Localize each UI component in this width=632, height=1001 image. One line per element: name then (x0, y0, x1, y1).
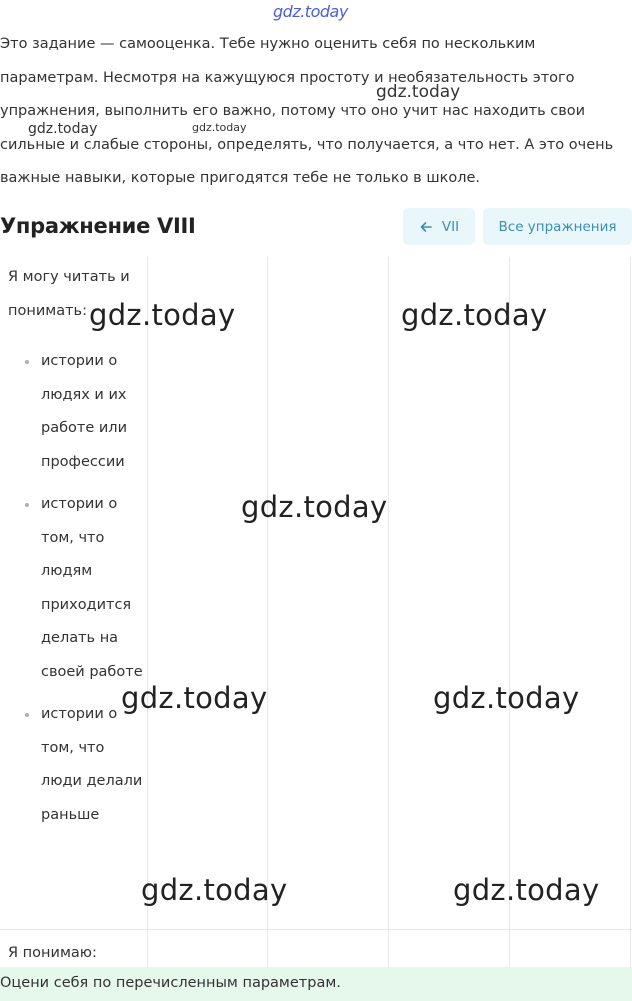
list-item (0, 488, 146, 689)
intro-line: Это задание — самооценка. Тебе нужно оценить себя по нескольким (0, 36, 536, 52)
table-divider (147, 257, 148, 967)
skills-list (0, 345, 146, 841)
prev-exercise-label: VII (441, 218, 460, 235)
prev-exercise-button[interactable] (403, 208, 475, 245)
table-divider (509, 257, 510, 967)
watermark: gdz.today (192, 121, 247, 134)
table-divider (630, 257, 631, 967)
list-item-text: истории о людях и их работе или профессии (41, 353, 127, 470)
watermark: gdz.today (121, 681, 268, 715)
instruction-text: Оцени себя по перечисленным параметрам. (0, 975, 341, 991)
table-row-heading: Я могу читать и понимать: (8, 269, 130, 319)
watermark: gdz.today (141, 873, 288, 907)
intro-text (0, 28, 632, 196)
bullet-icon (25, 713, 29, 717)
table-row-heading: Я понимаю: (8, 945, 97, 961)
arrow-left-icon (419, 220, 433, 234)
list-item-text: истории о том, что люди делали раньше (41, 706, 143, 823)
intro-line: упражнения, выполнить его важно, потому что оно учит нас находить свои (0, 103, 586, 119)
intro-line: важные навыки, которые пригодятся тебе не только в школе. (0, 170, 481, 186)
exercise-header (0, 206, 632, 248)
watermark: gdz.today (273, 2, 348, 21)
bullet-icon (25, 360, 29, 364)
watermark: gdz.today (89, 298, 236, 332)
watermark: gdz.today (241, 490, 388, 524)
list-item (0, 345, 146, 479)
watermark: gdz.today (433, 681, 580, 715)
bullet-icon (25, 503, 29, 507)
instruction-bar (0, 967, 632, 1001)
watermark: gdz.today (401, 298, 548, 332)
list-item-text: истории о том, что людям приходится делать на своей работе (41, 496, 143, 680)
intro-line: параметрам. Несмотря на кажущуюся простоту и необязательность этого (0, 69, 575, 86)
table-divider (388, 257, 389, 967)
table-divider (267, 257, 268, 967)
watermark: gdz.today (376, 82, 461, 102)
table-row-divider (0, 929, 632, 930)
watermark: gdz.today (453, 873, 600, 907)
exercise-title: Упражнение VIII (0, 214, 196, 238)
list-item (0, 698, 146, 832)
watermark: gdz.today (28, 121, 98, 137)
intro-line: сильные и слабые стороны, определять, что получается, а что нет. А это очень (0, 136, 614, 153)
all-exercises-button[interactable]: Все упражнения (483, 208, 632, 245)
